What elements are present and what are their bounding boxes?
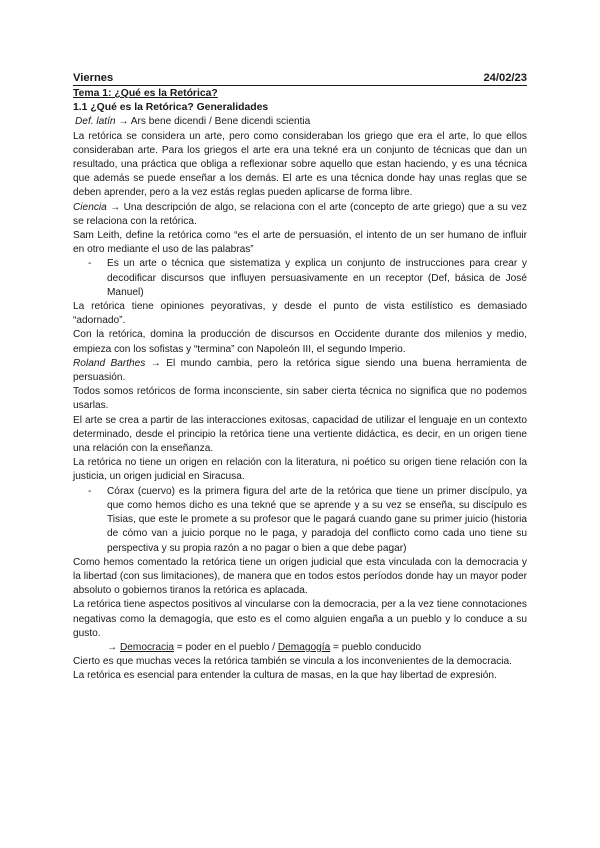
demagogia-term: Demagogía — [277, 641, 331, 653]
page-header — [73, 72, 527, 86]
paragraph-peyorativas: La retórica tiene opiniones peyorativas, y desde el punto de vista estilístico es demasiado “adornado”. — [73, 301, 527, 327]
definition-ciencia — [73, 201, 527, 229]
demagogia-definition: = pueblo conducido — [330, 641, 422, 653]
definition-latin — [73, 115, 527, 129]
democracia-definition: = poder en el pueblo / — [173, 641, 278, 653]
definition-latin-term: Def. latín — [75, 116, 116, 128]
paragraph-judicial: Como hemos comentado la retórica tiene un origen judicial que esta vinculada con la democracia y la libertad (con sus limitaciones), de manera que en todos estos períodos donde hay un mayor poder absoluto o gobiernos tiranos la retórica es aplacada. — [73, 556, 527, 597]
paragraph-democracia: La retórica tiene aspectos positivos al vincularse con la democracia, per a la vez tiene connotaciones negativas como la demagogía, que esto es el como alguien engaña a un pueblo y lo conduce a su gusto. — [73, 599, 527, 639]
democracia-term: Democracia — [119, 641, 174, 653]
paragraph-arte: La retórica se considera un arte, pero como consideraban los griego que era el arte, lo que ellos consideraban arte. Para los griegos el arte era una tekné era un conjunto de técnicas que dan un resultado, una práctica que obliga a reflexionar sobre aquello que estan haciendo, y es una técnica que además se puede enseñar a los demás. El arte es una técnica donde hay unas reglas que se deben aprender, pero a la vez estás reglas pueden aplicarse de forma libre. — [73, 130, 527, 199]
definition-barthes-text: El mundo cambia, pero la retórica sigue siendo una buena herramienta de persuasión. — [73, 357, 527, 384]
definition-ciencia-text: Una descripción de algo, se relaciona con el arte (concepto de arte griego) que a su vez se relaciona con la retórica. — [73, 201, 527, 227]
arrow-icon: → — [118, 116, 129, 128]
definition-barthes — [73, 357, 527, 385]
definition-ciencia-term: Ciencia — [73, 201, 107, 213]
section-title: 1.1 ¿Qué es la Retórica? Generalidades — [73, 102, 269, 114]
definition-latin-text: Ars bene dicendi / Bene dicendi scientia — [130, 116, 311, 128]
dash-bullet-icon: - — [88, 485, 92, 497]
arrow-icon: → — [150, 357, 161, 369]
header-date: 24/02/23 — [483, 72, 527, 84]
paragraph-sam-leith: Sam Leith, define la retórica como “es el arte de persuasión, el intento de un ser humano de influir en otro mediante el uso de las palabras” — [73, 230, 527, 256]
list-item-text: Córax (cuervo) es la primera figura del arte de la retórica que tiene un primer discípulo, ya que como hemos dicho es una tekné que se aprende y a su vez se enseña, su discípulo es Tisias, que este le promete a su profesor que le pagará cuando gane su primer juicio (historia de cómo van a juicio porque no le paga, y paradoja del conflicto como cada uno tiene su perspectiva y su propia razón a no pagar o bien a que debe pagar) — [107, 485, 527, 554]
dash-bullet-icon: - — [88, 258, 92, 270]
header-day: Viernes — [73, 72, 114, 84]
bullet-list — [73, 485, 527, 556]
list-item — [88, 485, 527, 556]
arrow-icon: → — [107, 641, 118, 653]
notes-content — [73, 72, 527, 684]
paragraph-masas: La retórica es esencial para entender la cultura de masas, en la que hay libertad de expresión. — [73, 670, 497, 682]
topic-title: Tema 1: ¿Qué es la Retórica? — [73, 88, 218, 99]
arrow-icon: → — [110, 201, 121, 213]
definition-barthes-term: Roland Barthes — [73, 357, 146, 369]
bullet-list — [73, 257, 527, 300]
paragraph-interacciones: El arte se crea a partir de las interacciones exitosas, capacidad de utilizar el lenguaje en un contexto determinado, desde el principio la retórica tiene una vertiente didáctica, es decir, en un origen tiene una relación con la enseñanza. — [73, 414, 527, 455]
definitions-line — [73, 641, 527, 655]
paragraph-inconsciente: Todos somos retóricos de forma inconsciente, sin saber cierta técnica no significa que no podemos usarlas. — [73, 386, 527, 412]
paragraph-inconvenientes: Cierto es que muchas veces la retórica también se vincula a los inconvenientes de la democracia. — [73, 656, 512, 668]
paragraph-origen: La retórica no tiene un origen en relación con la literatura, ni poético su origen tiene relación con la justicia, un origen judicial en Siracusa. — [73, 457, 527, 483]
paragraph-occidente: Con la retórica, domina la producción de discursos en Occidente durante dos milenios y medio, empieza con los sofistas y “termina” con Napoleón III, el segundo Imperio. — [73, 329, 527, 355]
list-item — [88, 257, 527, 300]
list-item-text: Es un arte o técnica que sistematiza y explica un conjunto de instrucciones para crear y decodificar discursos que influyen persuasivamente en un receptor (Def, básica de José Manuel) — [107, 258, 527, 298]
